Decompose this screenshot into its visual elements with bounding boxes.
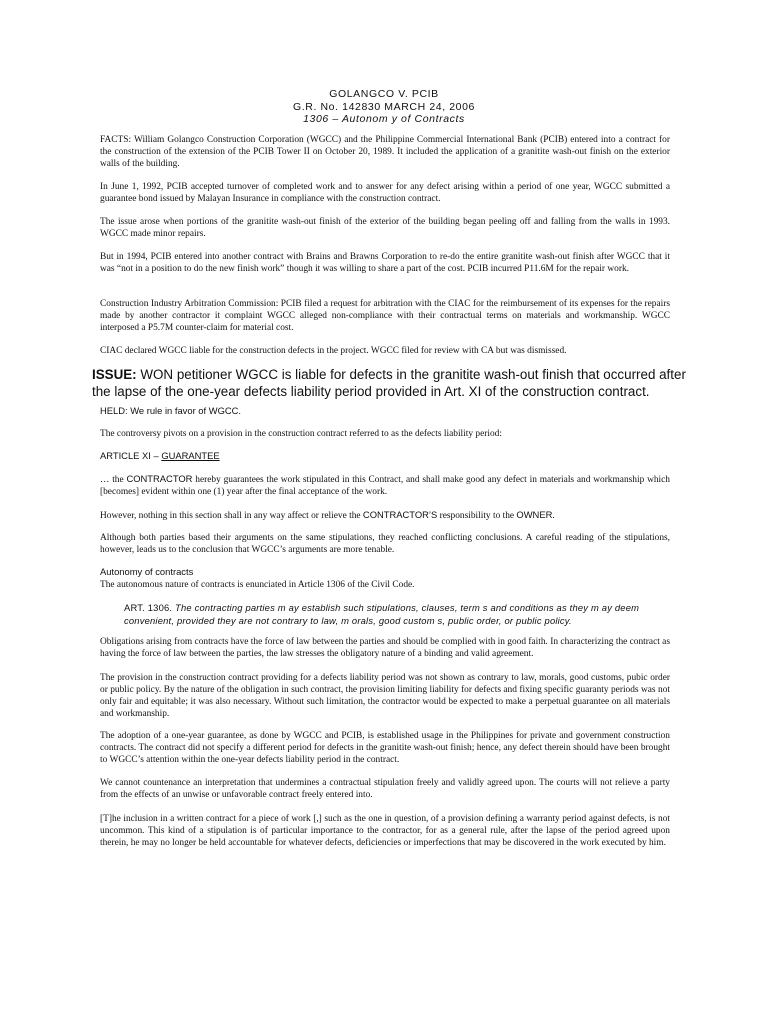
article-title: GUARANTEE	[161, 450, 220, 461]
art-text: The contracting parties m ay establish such stipulations, clauses, term s and conditions as they m ay deem convenient, provided they are not contrary to law, m orals, good custom s, public order, or public policy.	[124, 602, 640, 626]
owner-term: OWNER	[516, 509, 553, 520]
autonomy-paragraph-1: Obligations arising from contracts have the force of law between the parties and should be complied with in good faith. In characterizing the contract as having the force of law between the parties, the law stresses the obligatory nature of a binding and valid agreement.	[100, 637, 670, 659]
held-heading: HELD: We rule in favor of WGCC.	[100, 405, 242, 416]
issue-text: WON petitioner WGCC is liable for defects in the granitite wash-out finish that occurred after the lapse of the one-year defects liability period provided in Art. XI of the construction contract.	[92, 367, 686, 399]
contractor-term: CONTRACTOR	[126, 473, 193, 484]
facts-paragraph-5: Construction Industry Arbitration Commission: PCIB filed a request for arbitration with the CIAC for the reimbursement of its expenses for the repairs made by another contractor it complaint WGCC alleged non-compliance with their contractual terms on materials and workmanship. WGCC interposed a P5.7M counter-claim for material cost.	[100, 299, 670, 333]
facts-paragraph-1: FACTS: William Golangco Construction Corporation (WGCC) and the Philippine Commercial International Bank (PCIB) entered into a contract for the construction of the extension of the PCIB Tower II on October 20, 1989. It included the application of a granitite wash-out finish on the exterior walls of the building.	[100, 135, 670, 169]
guarantee-clause	[100, 473, 670, 498]
issue-paragraph	[92, 366, 702, 400]
facts-paragraph-3: The issue arose when portions of the granitite wash-out finish of the exterior of the building began peeling off and falling from the walls in 1993. WGCC made minor repairs.	[100, 217, 670, 239]
contractors-term: CONTRACTOR’S	[362, 509, 438, 520]
autonomy-heading: Autonomy of contracts	[100, 566, 194, 577]
case-title: GOLANGCO V. PCIB	[329, 88, 439, 100]
held-paragraph-3	[100, 509, 670, 522]
facts-paragraph-6: CIAC declared WGCC liable for the construction defects in the project. WGCC filed for review with CA but was dismissed.	[100, 346, 567, 356]
clause-text-b: hereby guarantees the work stipulated in this Contract, and shall make good any defect in materials and workmanship which [becomes] evident within one (1) year after the final acceptance of the work.	[100, 475, 670, 497]
issue-label: ISSUE:	[92, 367, 137, 382]
autonomy-intro: The autonomous nature of contracts is enunciated in Article 1306 of the Civil Code.	[100, 580, 415, 590]
gr-number: G.R. No. 142830 MARCH 24, 2006	[292, 101, 475, 113]
autonomy-paragraph-2: The provision in the construction contract providing for a defects liability period was not shown as contrary to law, morals, good customs, pubic order or public policy. By the nature of the obligation in such contract, the provision limiting liability for defects and fixing specific guaranty periods was not only fair and equitable; it was also necessary. Without such limitation, the contractor would be expected to make a perpetual guarantee on all materials and workmanship.	[100, 673, 670, 719]
article-1306-quote	[124, 601, 644, 627]
article-prefix: ARTICLE XI –	[100, 450, 162, 461]
p3-text-b: responsibility to the	[437, 511, 517, 521]
art-label: ART. 1306.	[124, 602, 173, 613]
autonomy-paragraph-4: We cannot countenance an interpretation that undermines a contractual stipulation freely and validly agreed upon. The courts will not relieve a party from the effects of an unwise or unfavorable contract freely entered into.	[100, 778, 670, 800]
held-paragraph-4: Although both parties based their arguments on the same stipulations, they reached conflicting conclusions. A careful reading of the stipulations, however, leads us to the conclusion that WGCC’s arguments are more tenable.	[100, 533, 670, 555]
facts-paragraph-2: In June 1, 1992, PCIB accepted turnover of completed work and to answer for any defect arising within a period of one year, WGCC submitted a guarantee bond issued by Malayan Insurance in compliance with the construction contract.	[100, 182, 670, 204]
article-heading	[100, 450, 670, 462]
facts-paragraph-4: But in 1994, PCIB entered into another contract with Brains and Brawns Corporation to re-do the entire granitite wash-out finish after WGCC that it was “not in a position to do the new finish work” though it was willing to share a part of the cost. PCIB incurred P11.6M for the repair work.	[100, 252, 670, 274]
autonomy-paragraph-3: The adoption of a one-year guarantee, as done by WGCC and PCIB, is established usage in the Philippines for private and government construction contracts. The contract did not specify a different period for defects in the granitite wash-out finish; hence, any defect therein should have been brought to WGCC’s attention within the one-year defects liability period in the contract.	[100, 731, 670, 765]
p3-text-c: .	[552, 511, 555, 521]
autonomy-paragraph-5: [T]he inclusion in a written contract for a piece of work [,] such as the one in question, of a provision defining a warranty period against defects, is not uncommon. This kind of a stipulation is of particular importance to the contractor, for as a general rule, after the lapse of the period agreed upon therein, he may no longer be held accountable for whatever defects, deficiencies or imperfections that may be discovered in the work executed by him.	[100, 814, 670, 848]
held-paragraph-1: The controversy pivots on a provision in the construction contract referred to as the defects liability period:	[100, 429, 502, 439]
p3-text-a: However, nothing in this section shall in any way affect or relieve the	[100, 511, 363, 521]
case-subject: 1306 – Autonom y of Contracts	[303, 113, 465, 125]
clause-text-a: … the	[100, 475, 127, 485]
